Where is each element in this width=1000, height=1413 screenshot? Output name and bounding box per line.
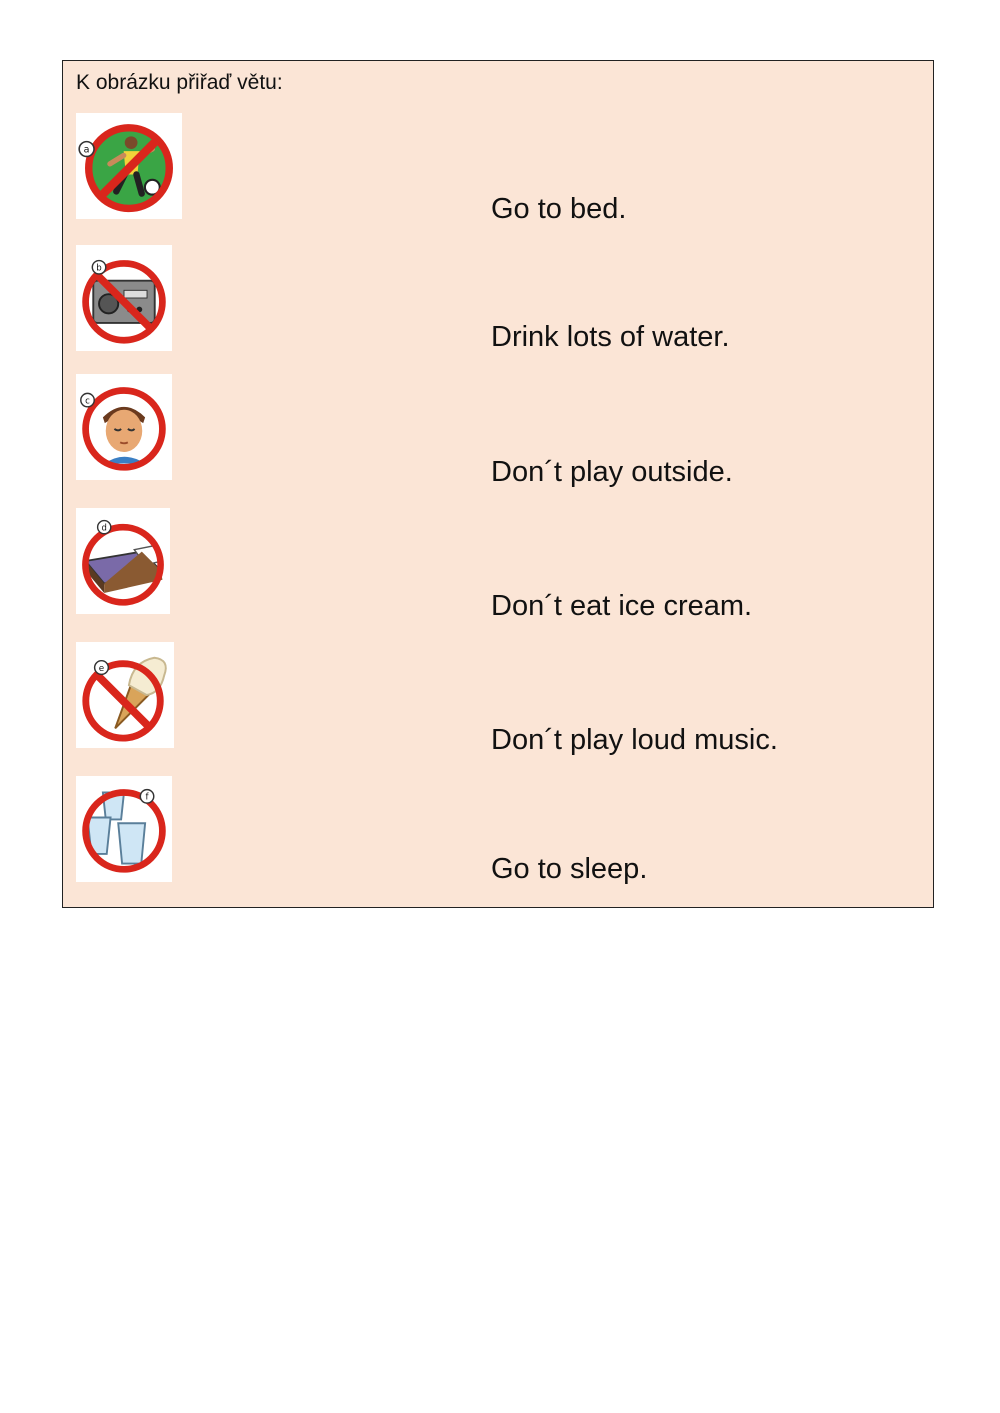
svg-text:d: d (101, 522, 107, 533)
sleeping-boy-icon (76, 374, 172, 480)
picture-d[interactable] (76, 508, 170, 614)
bed-icon (76, 508, 170, 614)
no-radio-icon (76, 245, 172, 351)
no-football-icon (76, 113, 182, 219)
sentence-4[interactable]: Don´t eat ice cream. (491, 590, 753, 622)
worksheet-card (62, 60, 934, 908)
sentence-1[interactable]: Go to bed. (491, 193, 627, 225)
sentence-6[interactable]: Go to sleep. (491, 853, 648, 885)
instruction-text: K obrázku přiřaď větu: (76, 71, 283, 94)
svg-text:b: b (96, 263, 102, 274)
sentence-3[interactable]: Don´t play outside. (491, 456, 733, 488)
picture-e[interactable] (76, 642, 174, 748)
picture-b[interactable] (76, 245, 172, 351)
no-ice-cream-icon (76, 642, 174, 748)
svg-text:c: c (85, 396, 90, 407)
svg-text:e: e (98, 663, 105, 674)
svg-text:a: a (83, 144, 90, 156)
picture-a[interactable] (76, 113, 182, 219)
sentence-2[interactable]: Drink lots of water. (491, 321, 730, 353)
svg-text:f: f (145, 792, 149, 803)
sentence-5[interactable]: Don´t play loud music. (491, 724, 778, 756)
water-glasses-icon (76, 776, 172, 882)
picture-f[interactable] (76, 776, 172, 882)
picture-c[interactable] (76, 374, 172, 480)
